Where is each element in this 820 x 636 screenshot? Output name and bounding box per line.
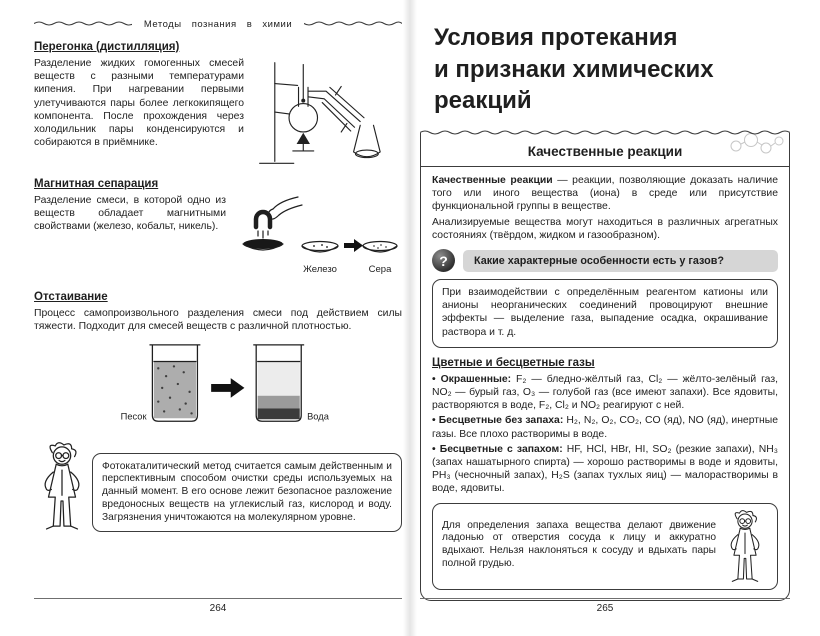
section-text: Разделение смеси, в которой одно из веществ обладает магнитными свойствами (железо, кобальт, никель). — [34, 195, 226, 233]
photocatalytic-note-box — [92, 453, 402, 533]
magnetic-separation-illustration — [234, 194, 402, 282]
safety-note-box — [432, 503, 778, 590]
info-text: При взаимодействии с определённым реагентом катионы или анионы неорганических соединений провоцируют внешние эффекты — выделение газа, выпадение осадка, окрашивание раствора и т. д. — [442, 287, 768, 338]
section-magnetic — [34, 194, 402, 282]
bullet-text: F₂ — бледно-жёлтый газ, Cl₂ — жёлто-зелёный газ, NO₂ — бурый газ, O₃ — голубой газ (все имеют запахи). Все ядовиты, растворяются в воде, F₂, Cl₂ и NO₂ реагируют с ней. — [432, 373, 779, 412]
bullet-text: H₂, N₂, O₂, CO₂, CO (яд), NO (яд), инертные газы. Все плохо растворимы в воде. — [432, 415, 779, 440]
chapter-title-line: реакций — [434, 87, 532, 115]
question-text: Какие характерные особенности есть у газов? — [463, 250, 778, 272]
bullet-icon: • — [432, 415, 436, 427]
section-heading-settling: Отстаивание — [34, 291, 108, 303]
section-text: Разделение жидких гомогенных смесей веществ с разными температурами кипения. При нагревании первыми улетучиваются пары более легкокипящего компонента. После прохождения через холодильник пары конденсируются и собираются в приёмнике. — [34, 58, 244, 149]
running-head: Методы познания в химии — [132, 19, 304, 30]
panel-heading: Качественные реакции — [527, 144, 683, 160]
scientist-icon — [722, 509, 768, 584]
section-heading-magnetic: Магнитная сепарация — [34, 178, 159, 190]
intro-rest: — реакции, позволяющие доказать наличие того или иного вещества (иона) в среде или присутствие функциональной группы в веществе. — [432, 175, 779, 213]
label-water: Вода — [307, 411, 329, 422]
section-heading-distillation: Перегонка (дистилляция) — [34, 41, 180, 53]
intro-lead: Качественные реакции — [432, 175, 553, 187]
left-page-header — [34, 14, 402, 32]
gas-effects-info-box — [432, 279, 778, 348]
right-page — [420, 14, 790, 614]
section-distillation — [34, 57, 402, 169]
question-icon: ? — [432, 249, 455, 272]
qualitative-reactions-panel — [420, 133, 790, 601]
arrow-icon — [211, 379, 244, 399]
question-row — [432, 249, 778, 272]
left-page — [34, 14, 402, 614]
note-text: Фотокаталитический метод считается самым действенным и перспективным способом очистки среды используемых на данный момент. В его основе лежит безопасное разложение вредоносных веществ на углекислый газ, кислород и воду. Загрязнения уничтожаются на молекулярном уровне. — [102, 460, 392, 523]
bullet-lead: Окрашенные: — [440, 373, 512, 385]
chapter-title-line: Условия протекания — [434, 24, 678, 51]
page-number: 265 — [596, 603, 614, 614]
left-note-row — [34, 441, 402, 532]
distillation-apparatus-illustration — [252, 57, 402, 169]
beakers-settling-illustration — [93, 337, 343, 431]
label-sand: Песок — [120, 411, 147, 422]
bullet-colorless-odorous — [432, 443, 778, 496]
intro-paragraph — [432, 174, 778, 214]
section-text: Процесс самопроизвольного разделения смеси под действием силы тяжести. Подходит для смесей веществ с различной плотностью. — [34, 308, 402, 333]
page-number: 264 — [209, 603, 227, 614]
heading-divider — [421, 166, 789, 167]
bullet-lead: Бесцветные без запаха: — [438, 415, 564, 427]
bullet-lead: Бесцветные с запахом: — [439, 443, 563, 455]
left-page-footer — [34, 598, 402, 614]
label-sulfur: Сера — [368, 264, 392, 275]
page-fold-shadow — [403, 0, 417, 636]
bullet-colored-gases — [432, 373, 778, 413]
chapter-title-line: и признаки химических — [434, 55, 714, 83]
intro-paragraph-2: Анализируемые вещества могут находиться в различных агрегатных состояниях (твёрдом, жидком и газообразном). — [432, 216, 778, 241]
bullet-colorless-odorless — [432, 414, 778, 440]
bullet-text: HF, HCl, HBr, HI, SO₂ (резкие запахи), NH₃ (запах нашатырного спирта) — хорошо растворимы в воде и ядовиты, PH₃ (чесночный запах), H₂S (запах тухлых яиц) — малорастворимы в воде, ядовиты. — [432, 443, 778, 495]
scientist-icon — [34, 441, 90, 532]
right-page-footer — [420, 598, 790, 614]
label-iron: Железо — [303, 264, 337, 275]
chapter-title — [434, 22, 790, 117]
gases-subheading: Цветные и бесцветные газы — [432, 356, 595, 369]
bullet-icon: • — [432, 443, 436, 455]
note-text: Для определения запаха вещества делают движение ладонью от отверстия сосуда к лицу и аккуратно вдыхают. Нельзя наклоняться к сосуду и вдыхать пары полной грудью. — [442, 519, 716, 569]
wavy-border-top-icon — [420, 129, 790, 137]
bullet-icon: • — [432, 373, 436, 385]
